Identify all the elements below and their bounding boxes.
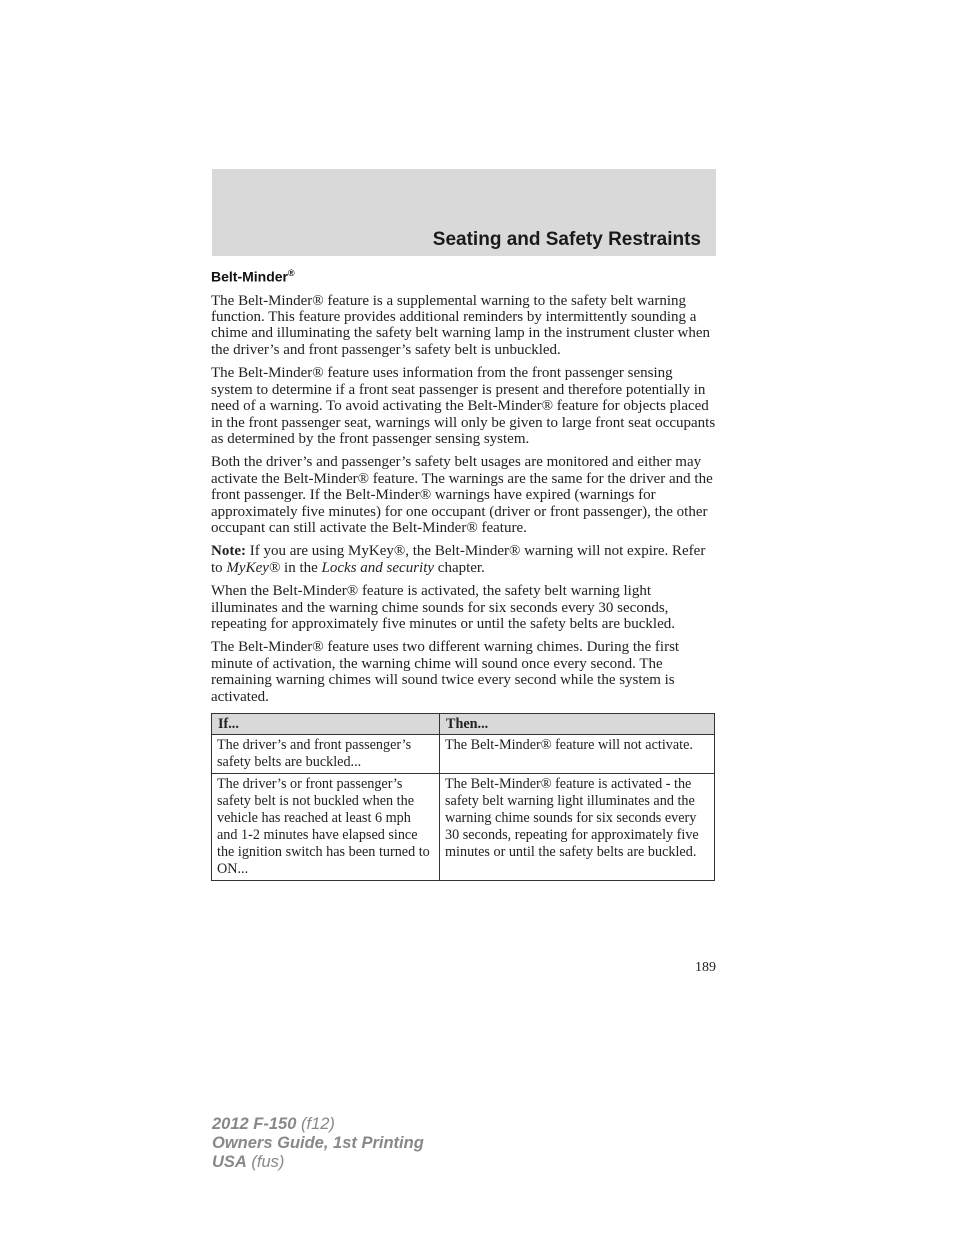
footer-market: USA — [212, 1153, 247, 1171]
paragraph-sensing: The Belt-Minder® feature uses information from the front passenger sensing system to determine if a front seat passenger is present and therefore potentially in need of a warning. To avoid activating the Belt-Minder® feature for objects placed in the front passenger seat, warnings will only be given to large front seat occupants as determined by the front passenger sensing system. — [211, 365, 716, 447]
chapter-title: Seating and Safety Restraints — [432, 229, 701, 250]
note-ref-mykey: MyKey® — [226, 559, 281, 576]
paragraph-chimes: The Belt-Minder® feature uses two different warning chimes. During the first minute of activation, the warning chime will sound once every second. The remaining warning chimes will sound twice every second while the system is activated. — [211, 639, 680, 705]
note-ref-locks: Locks and security — [321, 559, 435, 576]
paragraph-note — [211, 543, 716, 576]
footer-model: 2012 F-150 — [212, 1115, 297, 1133]
table-cell-then: The Belt-Minder® feature will not activate. — [440, 735, 715, 774]
table-header-row — [212, 714, 715, 735]
table-cell-if: The driver’s and front passenger’s safety belts are buckled... — [212, 735, 440, 774]
footer-line-market — [212, 1153, 424, 1172]
note-text-3: chapter. — [434, 559, 485, 576]
footer-line-guide: Owners Guide, 1st Printing — [212, 1134, 424, 1152]
section-heading-text: Belt-Minder — [211, 268, 288, 285]
note-text-2: in the — [280, 559, 322, 576]
paragraph-activation: When the Belt-Minder® feature is activated, the safety belt warning light illuminates and the warning chime sounds for six seconds every 30 seconds, repeating for approximately five minutes or until the safety belts are buckled. — [211, 583, 676, 632]
table-cell-if: The driver’s or front passenger’s safety belt is not buckled when the vehicle has reached at least 6 mph and 1-2 minutes have elapsed since the ignition switch has been turned to ON... — [212, 774, 440, 881]
footer-line-model — [212, 1115, 424, 1134]
table-row — [212, 735, 715, 774]
page-number: 189 — [695, 960, 716, 975]
table-cell-then: The Belt-Minder® feature is activated - the safety belt warning light illuminates and the warning chime sounds for six seconds every 30 seconds, repeating for approximately five minutes or until the safety belts are buckled. — [440, 774, 715, 881]
condition-table — [211, 713, 715, 881]
document-footer — [212, 1115, 424, 1172]
chapter-header-band — [212, 169, 716, 256]
section-heading — [211, 268, 716, 285]
note-text-1: If you are using MyKey®, the Belt-Minder® warning will not expire. Refer to — [211, 543, 706, 576]
footer-model-code: (f12) — [296, 1115, 335, 1133]
registered-mark: ® — [288, 268, 295, 278]
footer-market-code: (fus) — [246, 1153, 285, 1171]
paragraph-monitoring: Both the driver’s and passenger’s safety belt usages are monitored and either may activate the Belt-Minder® feature. The warnings are the same for the driver and the front passenger. If the Belt-Minder® warnings have expired (warnings for approximately five minutes) for one occupant (driver or front passenger), the other occupant can still activate the Belt-Minder® feature. — [211, 454, 713, 536]
table-row — [212, 774, 715, 881]
note-label: Note: — [211, 543, 246, 560]
page-content — [211, 268, 716, 881]
table-header-if: If... — [212, 714, 440, 735]
paragraph-intro: The Belt-Minder® feature is a supplemental warning to the safety belt warning function. This feature provides additional reminders by intermittently sounding a chime and illuminating the safety belt warning lamp in the instrument cluster when the driver’s and front passenger’s safety belt is unbuckled. — [211, 292, 711, 358]
table-header-then: Then... — [440, 714, 715, 735]
